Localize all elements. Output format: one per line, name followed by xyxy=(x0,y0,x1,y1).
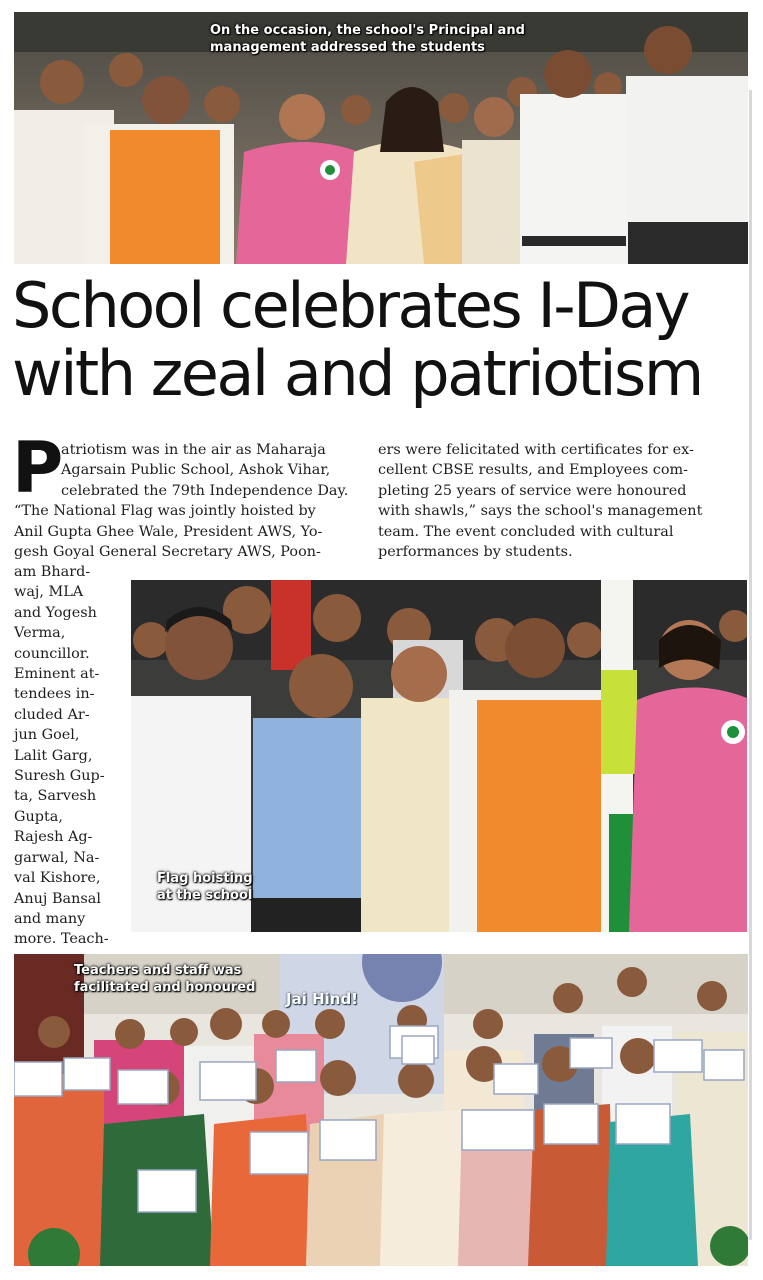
article-line: and Yogesh xyxy=(14,604,97,621)
article-line: am Bhard- xyxy=(14,564,91,580)
article-line: waj, MLA xyxy=(14,584,84,601)
caption-line: facilitated and honoured xyxy=(74,980,256,995)
headline-line: with zeal and patriotism xyxy=(12,337,702,410)
article-line: Agarsain Public School, Ashok Vihar, xyxy=(61,462,331,479)
headline-line: School celebrates I-Day xyxy=(12,269,689,342)
article-line: jun Goel, xyxy=(14,727,80,744)
bottom-photo xyxy=(14,954,748,1266)
article-line: team. The event concluded with cultural xyxy=(378,523,674,540)
article-line: Verma, xyxy=(14,625,66,642)
page-edge-rule xyxy=(749,90,752,1240)
article-line: celebrated the 79th Independence Day. xyxy=(61,482,349,499)
middle-photo xyxy=(131,580,747,932)
article-line: tendees in- xyxy=(14,686,95,703)
banner-text: Jai Hind! xyxy=(286,990,359,1008)
article-line: val Kishore, xyxy=(14,870,101,887)
caption-line: Flag hoisting xyxy=(157,871,253,886)
article-line: atriotism was in the air as Maharaja xyxy=(61,442,326,458)
article-line: with shawls,” says the school's management xyxy=(378,503,703,520)
article-line: councillor. xyxy=(14,645,90,662)
article-line: Anil Gupta Ghee Wale, President AWS, Yo- xyxy=(14,523,323,540)
caption-line: at the school xyxy=(157,888,253,903)
article-line: cellent CBSE results, and Employees com- xyxy=(378,462,689,479)
drop-cap: P xyxy=(12,427,64,509)
article-line: ers were felicitated with certificates for ex- xyxy=(378,442,694,458)
article-column-narrow xyxy=(14,562,128,950)
bottom-photo-image xyxy=(14,954,748,1266)
article-line: more. Teach- xyxy=(14,931,109,948)
bottom-photo-caption xyxy=(74,962,274,996)
article-line: pleting 25 years of service were honoured xyxy=(378,482,687,499)
article-line: performances by students. xyxy=(378,544,573,561)
article-line: ta, Sarvesh xyxy=(14,788,97,805)
caption-line: Teachers and staff was xyxy=(74,963,242,978)
article-line: Gupta, xyxy=(14,808,63,825)
article-line: cluded Ar- xyxy=(14,706,90,723)
article-line: and many xyxy=(14,910,86,927)
article-line: Rajesh Ag- xyxy=(14,829,93,846)
article-line: Suresh Gup- xyxy=(14,768,105,785)
middle-photo-caption xyxy=(157,870,277,904)
caption-line: On the occasion, the school's Principal and xyxy=(210,23,525,38)
article-line: gesh Goyal General Secretary AWS, Poon- xyxy=(14,544,321,561)
article-line: Eminent at- xyxy=(14,666,100,683)
headline xyxy=(12,269,752,410)
article-line: Anuj Bansal xyxy=(14,890,101,907)
caption-line: management addressed the students xyxy=(210,40,485,55)
article-line: garwal, Na- xyxy=(14,849,100,866)
top-photo xyxy=(14,12,748,264)
article-column-right xyxy=(378,440,748,562)
top-photo-caption xyxy=(210,22,525,56)
article-line: “The National Flag was jointly hoisted by xyxy=(14,503,316,520)
article-line: Lalit Garg, xyxy=(14,747,93,764)
article-column-left xyxy=(12,427,370,562)
